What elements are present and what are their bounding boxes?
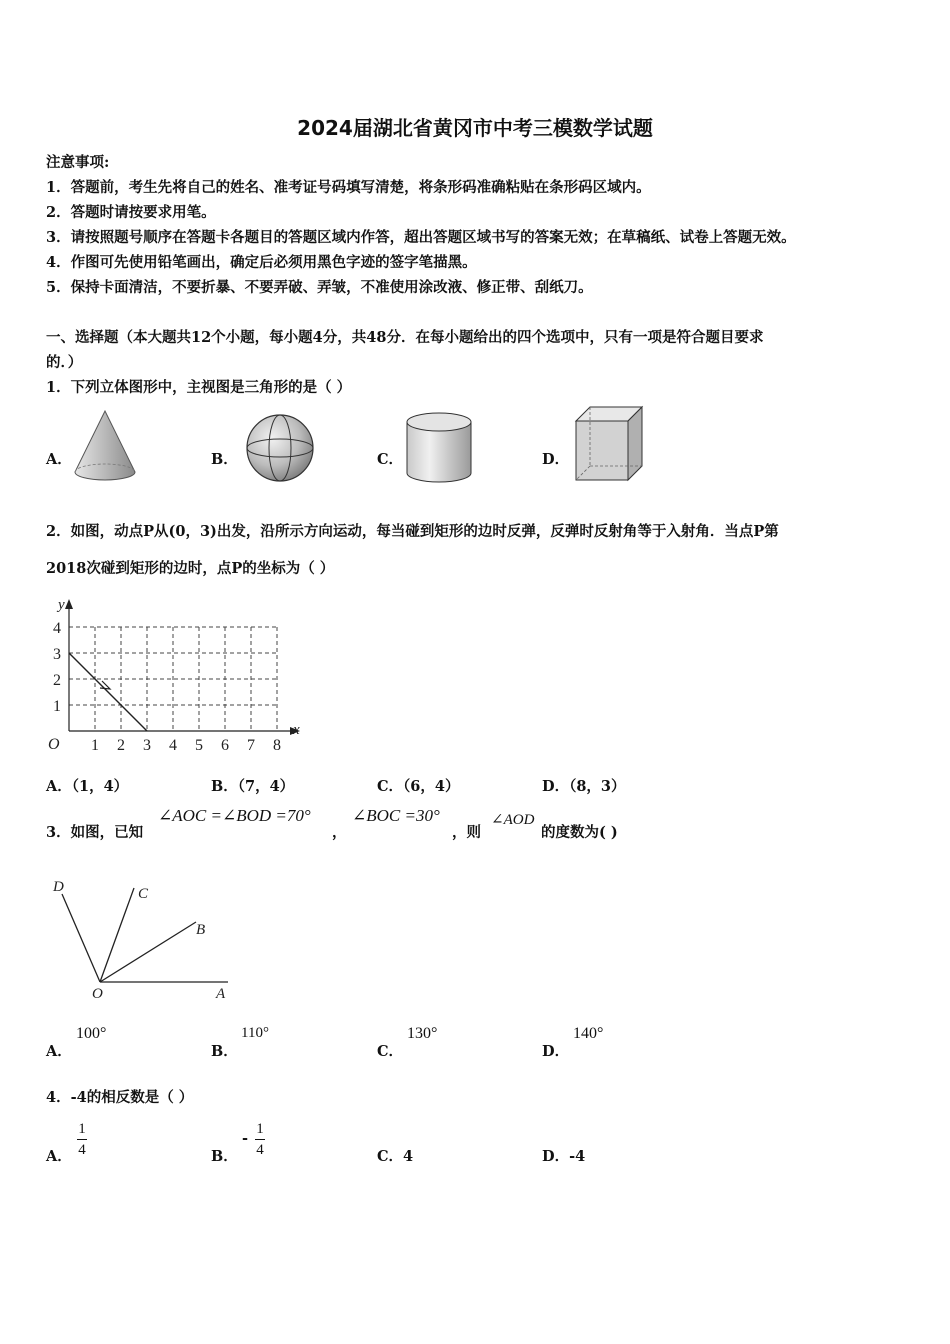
- cube-figure: [572, 404, 648, 484]
- fraction-denominator: 4: [256, 1142, 264, 1158]
- q2-option-a: A．（1，4）: [46, 778, 129, 795]
- page-title: 2024届湖北省黄冈市中考三模数学试题: [297, 116, 653, 140]
- figure-label-a: A: [216, 986, 226, 1002]
- question-1-stem: 1．下列立体图形中，主视图是三角形的是（ ）: [46, 379, 352, 396]
- y-tick-label: 1: [53, 698, 61, 715]
- question-2-stem-cont: 2018次碰到矩形的边时，点P的坐标为（ ）: [46, 560, 335, 577]
- q3-angle-figure: [46, 876, 236, 1004]
- q2-coordinate-graph: [44, 595, 306, 757]
- q3-option-b-label: B．: [211, 1043, 238, 1060]
- figure-label-b: B: [196, 922, 206, 938]
- q2-option-d: D．（8，3）: [542, 778, 626, 795]
- q3-angle-expression-1: ∠AOC =∠BOD =70°: [158, 806, 311, 825]
- q3-option-d-value: 140°: [573, 1025, 604, 1042]
- section-heading-cont: 的．）: [46, 354, 83, 371]
- q1-option-b-label: B．: [211, 451, 238, 468]
- question-2-stem: 2．如图，动点P从(0，3)出发，沿所示方向运动，每当碰到矩形的边时反弹，反弹时反射角等于入射角．当点P第: [46, 523, 779, 540]
- fraction-denominator: 4: [78, 1142, 86, 1158]
- question-4-stem: 4．-4的相反数是（ ）: [46, 1089, 194, 1106]
- question-3-prefix: 3．如图，已知: [46, 824, 144, 841]
- sphere-figure: [244, 412, 316, 484]
- note-item: 5．保持卡面清洁，不要折暴、不要弄破、弄皱，不准使用涂改液、修正带、刮纸刀。: [46, 279, 593, 296]
- q3-option-d-label: D．: [542, 1043, 570, 1060]
- y-tick-label: 3: [53, 646, 61, 663]
- q3-separator-2: ，则: [452, 824, 481, 841]
- q4-option-c: C．4: [377, 1148, 414, 1165]
- fraction-numerator: 1: [256, 1121, 264, 1137]
- notes-heading: 注意事项:: [46, 154, 110, 171]
- fraction-numerator: 1: [78, 1121, 86, 1137]
- y-tick-label: 2: [53, 672, 61, 689]
- q3-option-c-value: 130°: [407, 1025, 438, 1042]
- q4-option-d: D．-4: [542, 1148, 586, 1165]
- q3-angle-expression-3: ∠AOD: [491, 812, 535, 828]
- q4-option-a-fraction: [77, 1121, 87, 1158]
- cone-figure: [72, 408, 138, 484]
- cylinder-figure: [404, 410, 474, 486]
- x-tick-label: 6: [221, 737, 229, 754]
- q2-option-c: C．（6，4）: [377, 778, 460, 795]
- graph-origin-label: O: [48, 736, 60, 753]
- q4-option-b-sign: -: [242, 1130, 249, 1147]
- note-item: 3．请按照题号顺序在答题卡各题目的答题区域内作答，超出答题区域书写的答案无效；在草稿纸、试卷上答题无效。: [46, 229, 796, 246]
- x-tick-label: 1: [91, 737, 99, 754]
- question-3-suffix: 的度数为( ): [541, 824, 618, 841]
- x-tick-label: 2: [117, 737, 125, 754]
- x-tick-label: 8: [273, 737, 281, 754]
- q3-option-c-label: C．: [377, 1043, 404, 1060]
- x-tick-label: 7: [247, 737, 255, 754]
- section-heading: 一、选择题（本大题共12个小题，每小题4分，共48分．在每小题给出的四个选项中，只有一项是符合题目要求: [46, 329, 764, 346]
- figure-label-d: D: [53, 879, 64, 895]
- q4-option-b-label: B．: [211, 1148, 238, 1165]
- note-item: 2．答题时请按要求用笔。: [46, 204, 216, 221]
- x-tick-label: 4: [169, 737, 177, 754]
- q3-angle-expression-2: ∠BOC =30°: [352, 806, 440, 825]
- q3-option-a-label: A．: [46, 1043, 72, 1060]
- q3-separator-1: ，: [332, 824, 347, 841]
- figure-label-o: O: [92, 986, 103, 1002]
- note-item: 4．作图可先使用铅笔画出，确定后必须用黑色字迹的签字笔描黑。: [46, 254, 477, 271]
- q4-option-b-fraction: [255, 1121, 265, 1158]
- note-item: 1．答题前，考生先将自己的姓名、准考证号码填写清楚，将条形码准确粘贴在条形码区域内。: [46, 179, 651, 196]
- q1-option-d-label: D．: [542, 451, 570, 468]
- q2-option-b: B．（7，4）: [211, 778, 295, 795]
- q3-option-b-value: 110°: [241, 1025, 269, 1041]
- y-tick-label: 4: [53, 620, 61, 637]
- q1-option-a-label: A．: [46, 451, 72, 468]
- q1-option-c-label: C．: [377, 451, 404, 468]
- x-tick-label: 5: [195, 737, 203, 754]
- x-tick-label: 3: [143, 737, 151, 754]
- figure-label-c: C: [138, 886, 149, 902]
- graph-y-label: y: [58, 597, 65, 613]
- q4-option-a-label: A．: [46, 1148, 72, 1165]
- q3-option-a-value: 100°: [76, 1025, 107, 1042]
- graph-x-label: x: [293, 722, 300, 738]
